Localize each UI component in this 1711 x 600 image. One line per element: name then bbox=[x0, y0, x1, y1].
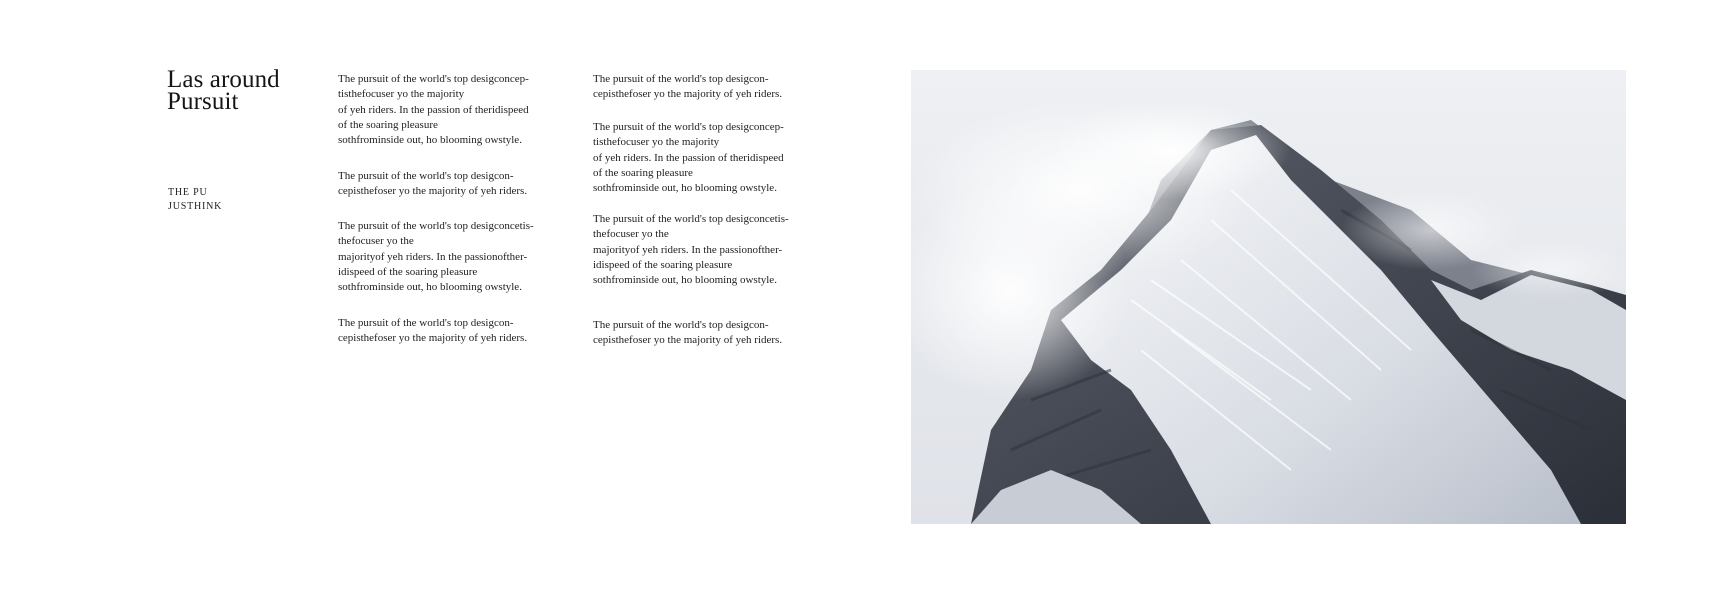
section-subheading bbox=[168, 186, 222, 214]
paragraph-left-3: The pursuit of the world's top desigconcetis- thefocuser yo the majorityof yeh riders. In the passionofther- idispeed of the soaring pleasure sothfrominside out, ho blooming owstyle. bbox=[338, 220, 534, 294]
page-title-line-1: Las around bbox=[167, 66, 280, 93]
paragraph-left-4: The pursuit of the world's top desigcon- cepisthefoser yo the majority of yeh riders. bbox=[338, 317, 528, 345]
paragraph-right-1: The pursuit of the world's top desigcon- cepisthefoser yo the majority of yeh riders. bbox=[593, 73, 783, 101]
mountain-photo bbox=[911, 70, 1626, 524]
page-title-line-2: Pursuit bbox=[167, 88, 239, 115]
paragraph-right-4: The pursuit of the world's top desigcon- cepisthefoser yo the majority of yeh riders. bbox=[593, 319, 783, 347]
subheading-line-1: THE PU bbox=[168, 187, 208, 198]
page-title bbox=[167, 66, 317, 115]
subheading-line-2: JUSTHINK bbox=[168, 201, 223, 212]
paragraph-right-3: The pursuit of the world's top desigconcetis- thefocuser yo the majorityof yeh riders. In the passionofther- idispeed of the soaring pleasure sothfrominside out, ho blooming owstyle. bbox=[593, 213, 789, 287]
paragraph-right-2: The pursuit of the world's top desigconcep- tisthefocuser yo the majority of yeh riders. In the passion of theridispeed of the soaring pleasure sothfrominside out, ho blooming owstyle. bbox=[593, 121, 784, 195]
paragraph-left-2: The pursuit of the world's top desigcon- cepisthefoser yo the majority of yeh riders. bbox=[338, 170, 528, 198]
mountain-illustration bbox=[911, 70, 1626, 524]
paragraph-left-1: The pursuit of the world's top desigconcep- tisthefocuser yo the majority of yeh riders. In the passion of theridispeed of the soaring pleasure sothfrominside out, ho blooming owstyle. bbox=[338, 73, 529, 147]
